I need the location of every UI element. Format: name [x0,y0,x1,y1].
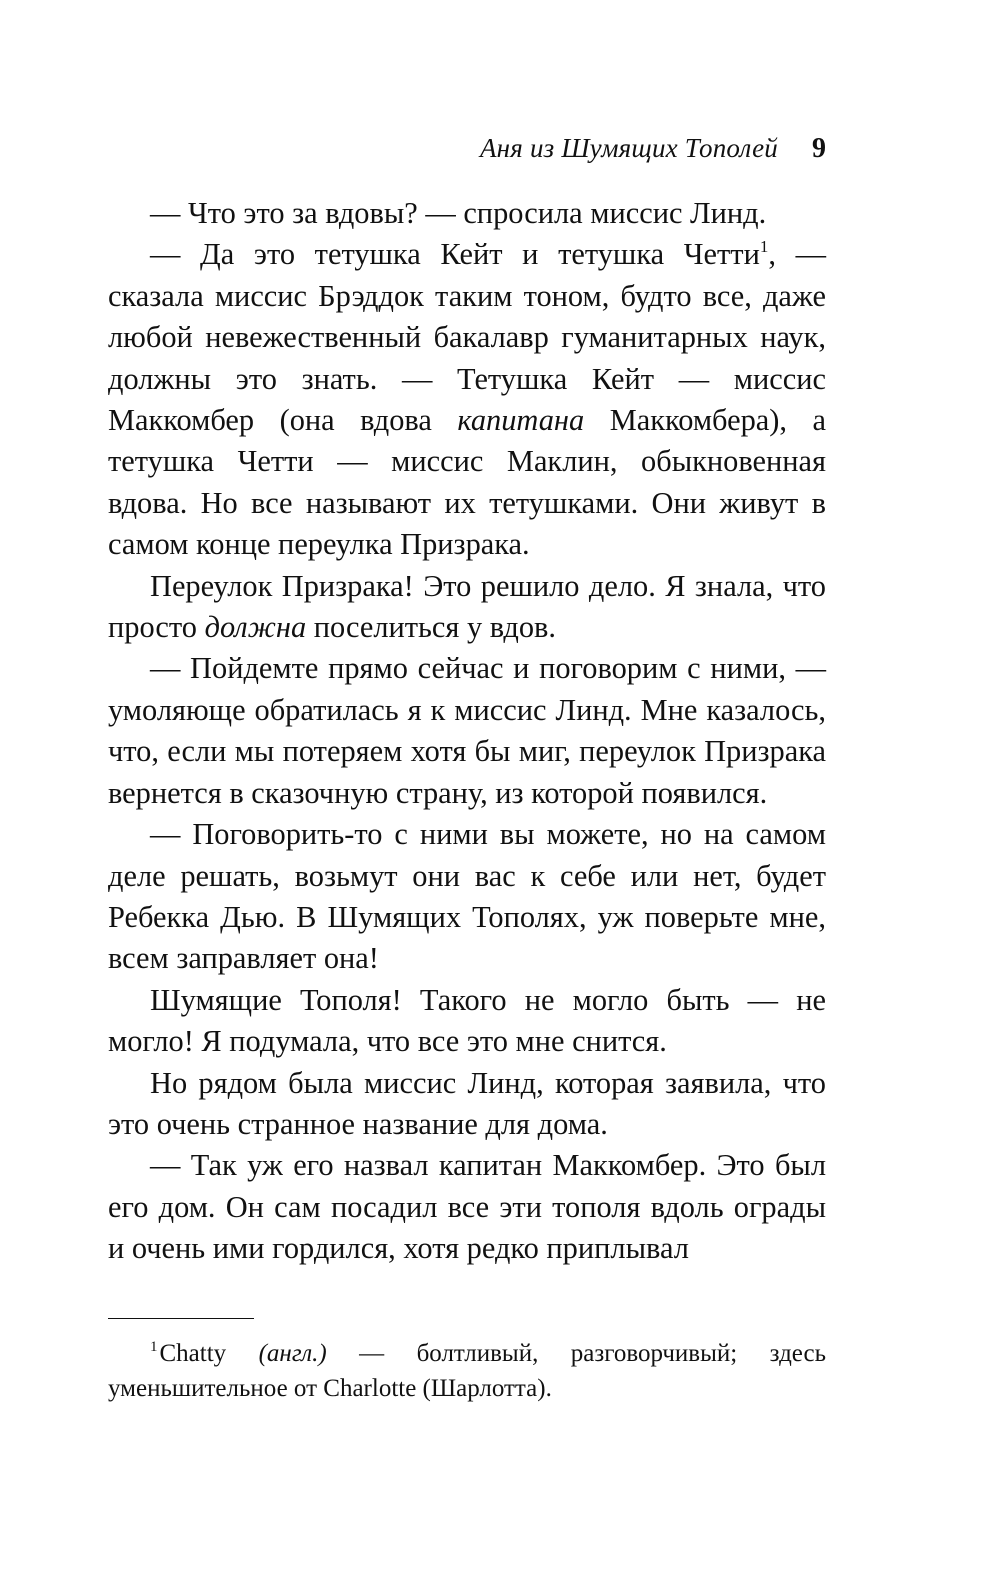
paragraph-3-text-b: поселиться у вдов. [306,610,556,645]
footnote-reference: 1 [759,237,769,257]
paragraph-2-emphasis: капитана [457,403,585,438]
paragraph-3-text-a: Переулок Призрака! Это решило дело. Я знала, что просто [108,568,826,645]
paragraph-2-text-a: — Да это тетушка Кейт и тетушка Четти [150,237,760,272]
paragraph-2 [108,234,826,565]
paragraph-8 [108,1145,826,1269]
paragraph-3-emphasis: должна [204,610,307,645]
page-number: 9 [812,133,826,164]
paragraph-1 [108,193,826,234]
paragraph-4-text: — Пойдемте прямо сейчас и поговорим с ними, — умоляюще обратилась я к миссис Линд. Мне казалось, что, если мы потеряем хотя бы миг, переулок Призрака вернется в сказочную страну, из которой появился. [108,651,826,810]
page-header [108,128,826,169]
paragraph-7-text: Но рядом была миссис Линд, которая заявила, что это очень странное название для дома. [108,1065,826,1141]
paragraph-6 [108,980,826,1063]
paragraph-5 [108,814,826,980]
paragraph-1-text: — Что это за вдовы? — спросила миссис Линд. [150,196,767,230]
paragraph-4 [108,648,826,814]
running-title: Аня из Шумящих Тополей [479,133,778,163]
paragraph-2-text-b: , — сказала миссис Брэддок таким тоном, будто все, даже любой невежественный бакалавр гуманитарных наук, должны это знать. — Тетушка Кейт — миссис Маккомбер (она вдова [108,237,826,438]
footnote-mark: 1 [150,1339,158,1355]
footnote-divider [108,1318,254,1319]
paragraph-7 [108,1063,826,1146]
main-text [108,193,826,1270]
paragraph-3 [108,566,826,649]
paragraph-2-text-c: Маккомбера), а тетушка Четти — миссис Маклин, обыкновенная вдова. Но все называют их тетушками. Они живут в самом конце переулка Призрака. [108,403,826,562]
paragraph-5-text: — Поговорить-то с ними вы можете, но на самом деле решать, возьмут они вас к себе или нет, будет Ребекка Дью. В Шумящих Тополях, уж поверьте мне, всем заправляет она! [108,817,826,976]
paragraph-8-text: — Так уж его назвал капитан Маккомбер. Это был его дом. Он сам посадил все эти тополя вдоль ограды и очень ими гордился, хотя редко приплывал [108,1148,826,1266]
footnote-text: — болтливый, разговорчивый; здесь уменьшительное от Charlotte (Шарлотта). [108,1340,827,1402]
footnote-word: Chatty [159,1340,227,1367]
paragraph-6-text: Шумящие Тополя! Такого не могло быть — не могло! Я подумала, что все это мне снится. [108,982,826,1059]
footnote-language: (англ.) [258,1340,327,1367]
footnote [108,1336,826,1406]
